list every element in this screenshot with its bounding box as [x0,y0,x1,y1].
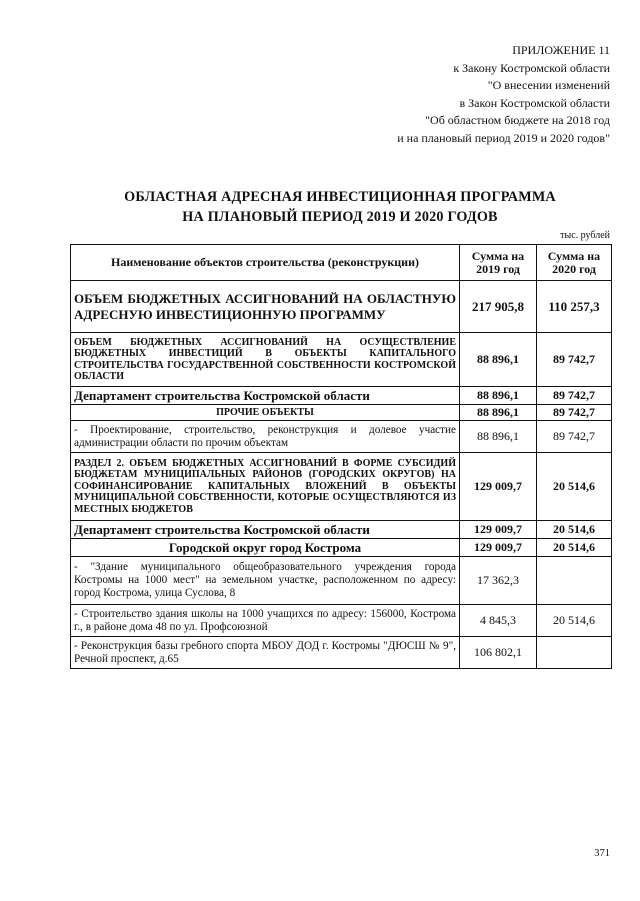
row-value-2019: 88 896,1 [460,387,537,405]
row-value-2020 [537,637,612,669]
row-value-2019: 106 802,1 [460,637,537,669]
table-row [71,521,612,539]
row-value-2020: 110 257,3 [537,281,612,333]
row-name: Департамент строительства Костромской области [71,521,460,539]
header-sum-2020: Сумма на 2020 год [537,245,612,281]
row-value-2019: 129 009,7 [460,453,537,521]
row-value-2019: 88 896,1 [460,333,537,387]
table-row [71,557,612,605]
row-name: ОБЪЕМ БЮДЖЕТНЫХ АССИГНОВАНИЙ НА ОСУЩЕСТВЛЕНИЕ БЮДЖЕТНЫХ ИНВЕСТИЦИЙ В ОБЪЕКТЫ КАПИТАЛЬНОГО СТРОИТЕЛЬСТВА ГОСУДАРСТВЕННОЙ СОБСТВЕННОСТИ КОСТРОМСКОЙ ОБЛАСТИ [71,333,460,387]
table-row [71,453,612,521]
table-row [71,281,612,333]
row-value-2019: 4 845,3 [460,605,537,637]
row-value-2019: 88 896,1 [460,421,537,453]
title-line-2: НА ПЛАНОВЫЙ ПЕРИОД 2019 И 2020 ГОДОВ [182,209,498,225]
row-value-2019: 129 009,7 [460,521,537,539]
document-title [70,187,610,227]
table-row [71,539,612,557]
header-line: ПРИЛОЖЕНИЕ 11 [512,43,610,57]
table-row [71,333,612,387]
table-row [71,405,612,421]
row-value-2020: 20 514,6 [537,453,612,521]
row-name: - Проектирование, строительство, реконструкция и долевое участие администрации области по прочим объектам [71,421,460,453]
header-line: и на плановый период 2019 и 2020 годов" [397,130,610,145]
table-row [71,637,612,669]
appendix-header [397,42,610,147]
row-value-2020: 89 742,7 [537,421,612,453]
header-name: Наименование объектов строительства (реконструкции) [71,245,460,281]
page-number: 371 [594,848,610,859]
table-row [71,421,612,453]
row-name: ПРОЧИЕ ОБЪЕКТЫ [71,405,460,421]
row-value-2019: 217 905,8 [460,281,537,333]
row-name: Городской округ город Кострома [71,539,460,557]
table-row [71,387,612,405]
row-name: РАЗДЕЛ 2. ОБЪЕМ БЮДЖЕТНЫХ АССИГНОВАНИЙ В ФОРМЕ СУБСИДИЙ БЮДЖЕТАМ МУНИЦИПАЛЬНЫХ РАЙОНОВ (ГОРОДСКИХ ОКРУГОВ) НА СОФИНАНСИРОВАНИЕ КАПИТАЛЬНЫХ ВЛОЖЕНИЙ В ОБЪЕКТЫ МУНИЦИПАЛЬНОЙ СОБСТВЕННОСТИ, КОТОРЫЕ ОСУЩЕСТВЛЯЮТСЯ ИЗ МЕСТНЫХ БЮДЖЕТОВ [71,453,460,521]
header-line: "Об областном бюджете на 2018 год [425,113,610,127]
row-name: ОБЪЕМ БЮДЖЕТНЫХ АССИГНОВАНИЙ НА ОБЛАСТНУЮ АДРЕСНУЮ ИНВЕСТИЦИОННУЮ ПРОГРАММУ [71,281,460,333]
units-label: тыс. рублей [560,230,610,241]
row-value-2019: 129 009,7 [460,539,537,557]
row-value-2020: 89 742,7 [537,405,612,421]
header-sum-2019: Сумма на 2019 год [460,245,537,281]
header-line: к Закону Костромской области [453,60,610,75]
row-value-2020: 20 514,6 [537,605,612,637]
row-value-2019: 88 896,1 [460,405,537,421]
row-value-2020: 20 514,6 [537,521,612,539]
row-name: - Реконструкция базы гребного спорта МБОУ ДОД г. Костромы "ДЮСШ № 9", Речной проспект, д.65 [71,637,460,669]
row-name: Департамент строительства Костромской области [71,387,460,405]
row-name: - Строительство здания школы на 1000 учащихся по адресу: 156000, Кострома г., в районе дома 48 по ул. Профсоюзной [71,605,460,637]
row-value-2020: 89 742,7 [537,333,612,387]
table-header-row [71,245,612,281]
row-value-2020: 89 742,7 [537,387,612,405]
investment-table [70,244,612,669]
row-value-2020: 20 514,6 [537,539,612,557]
title-line-1: ОБЛАСТНАЯ АДРЕСНАЯ ИНВЕСТИЦИОННАЯ ПРОГРАММА [124,189,556,205]
header-line: в Закон Костромской области [459,95,610,110]
header-line: "О внесении изменений [487,78,610,92]
row-value-2020 [537,557,612,605]
row-value-2019: 17 362,3 [460,557,537,605]
row-name: - "Здание муниципального общеобразовательного учреждения города Костромы на 1000 мест" на земельном участке, расположенном по адресу: город Кострома, улица Суслова, 8 [71,557,460,605]
table-row [71,605,612,637]
